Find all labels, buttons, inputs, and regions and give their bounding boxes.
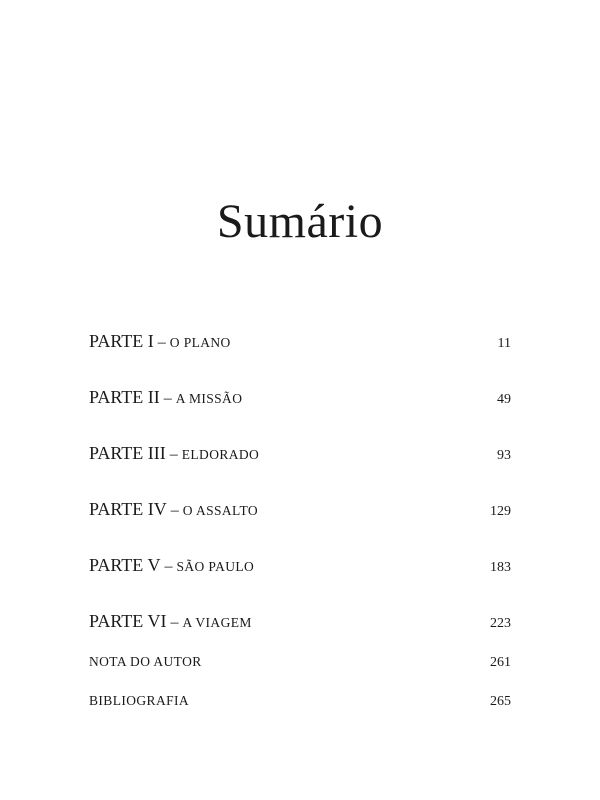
toc-entry-label <box>89 387 242 408</box>
dash: – <box>164 558 173 575</box>
page-title: Sumário <box>216 195 384 248</box>
dash: – <box>170 614 179 631</box>
dash: – <box>169 446 178 463</box>
page-number: 183 <box>490 560 511 575</box>
part-number: PARTE I <box>89 331 154 351</box>
part-number: PARTE III <box>89 443 166 463</box>
page-number: 265 <box>490 694 511 709</box>
toc-entry-label: NOTA DO AUTOR <box>89 654 202 669</box>
part-number: PARTE VI <box>89 611 167 631</box>
toc-entry-bibliografia <box>89 693 511 717</box>
page-number: 49 <box>497 392 511 407</box>
toc-entry-label: BIBLIOGRAFIA <box>89 693 190 708</box>
part-subtitle: SÃO PAULO <box>176 559 255 574</box>
toc-entry-parte-1 <box>89 331 511 355</box>
page-number: 11 <box>497 336 511 351</box>
dash: – <box>157 334 166 351</box>
part-subtitle: A VIAGEM <box>182 615 252 630</box>
toc-entry-label <box>89 499 258 520</box>
toc-entry-parte-4 <box>89 499 511 523</box>
toc-entry-label <box>89 443 259 464</box>
part-number: PARTE IV <box>89 499 167 519</box>
toc-entry-parte-2 <box>89 387 511 411</box>
part-number: PARTE V <box>89 555 161 575</box>
toc-entry-parte-5 <box>89 555 511 579</box>
toc-entry-parte-3 <box>89 443 511 467</box>
dash: – <box>163 390 172 407</box>
toc-entry-label <box>89 331 231 352</box>
part-subtitle: O ASSALTO <box>182 503 259 518</box>
toc-entry-label <box>89 555 254 576</box>
page-number: 129 <box>490 504 511 519</box>
page-number: 223 <box>490 616 511 631</box>
part-subtitle: ELDORADO <box>181 447 260 462</box>
part-subtitle: A MISSÃO <box>175 391 243 406</box>
page-number: 93 <box>497 448 511 463</box>
toc-entry-nota-do-autor <box>89 654 511 678</box>
dash: – <box>170 502 179 519</box>
toc-entry-label <box>89 611 252 632</box>
part-subtitle: O PLANO <box>169 335 231 350</box>
page-number: 261 <box>490 655 511 670</box>
part-number: PARTE II <box>89 387 160 407</box>
toc-entry-parte-6 <box>89 611 511 635</box>
